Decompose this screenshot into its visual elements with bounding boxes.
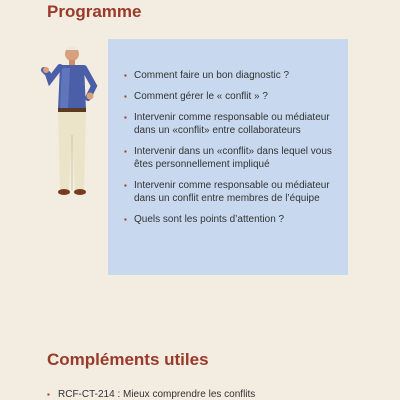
complements-item-text: RCF-CT-214 : Mieux comprendre les conflits [58,389,256,400]
programme-item-text: Comment gérer le « conflit » ? [134,91,268,102]
bullet-icon: ▪ [124,71,127,80]
programme-item-conflit-collaborateurs [124,111,338,137]
presenter-illustration [40,40,110,240]
programme-box [108,39,348,275]
programme-item-text: Quels sont les points d’attention ? [134,214,285,225]
programme-item-text: Intervenir dans un «conflit» dans lequel vous êtes personnellement impliqué [134,146,332,170]
programme-item-points-attention [124,213,338,226]
bullet-icon: ▪ [47,390,50,399]
bullet-icon: ▪ [124,113,127,122]
programme-item-diagnostic [124,69,338,82]
programme-item-text: Comment faire un bon diagnostic ? [134,70,290,81]
programme-item-text: Intervenir comme responsable ou médiateur dans un conflit entre membres de l’équipe [134,180,330,204]
programme-item-personnellement-implique [124,145,338,171]
bullet-icon: ▪ [124,92,127,101]
programme-heading: Programme [47,2,142,21]
complements-list [47,389,255,400]
programme-item-gerer-conflit [124,90,338,103]
presenter-figure-icon [40,40,110,240]
bullet-icon: ▪ [124,215,127,224]
programme-item-conflit-equipe [124,179,338,205]
bullet-icon: ▪ [124,181,127,190]
programme-list [124,69,338,226]
complements-heading: Compléments utiles [47,350,209,369]
programme-item-text: Intervenir comme responsable ou médiateur dans un «conflit» entre collaborateurs [134,112,330,136]
complements-item [47,389,255,400]
bullet-icon: ▪ [124,147,127,156]
